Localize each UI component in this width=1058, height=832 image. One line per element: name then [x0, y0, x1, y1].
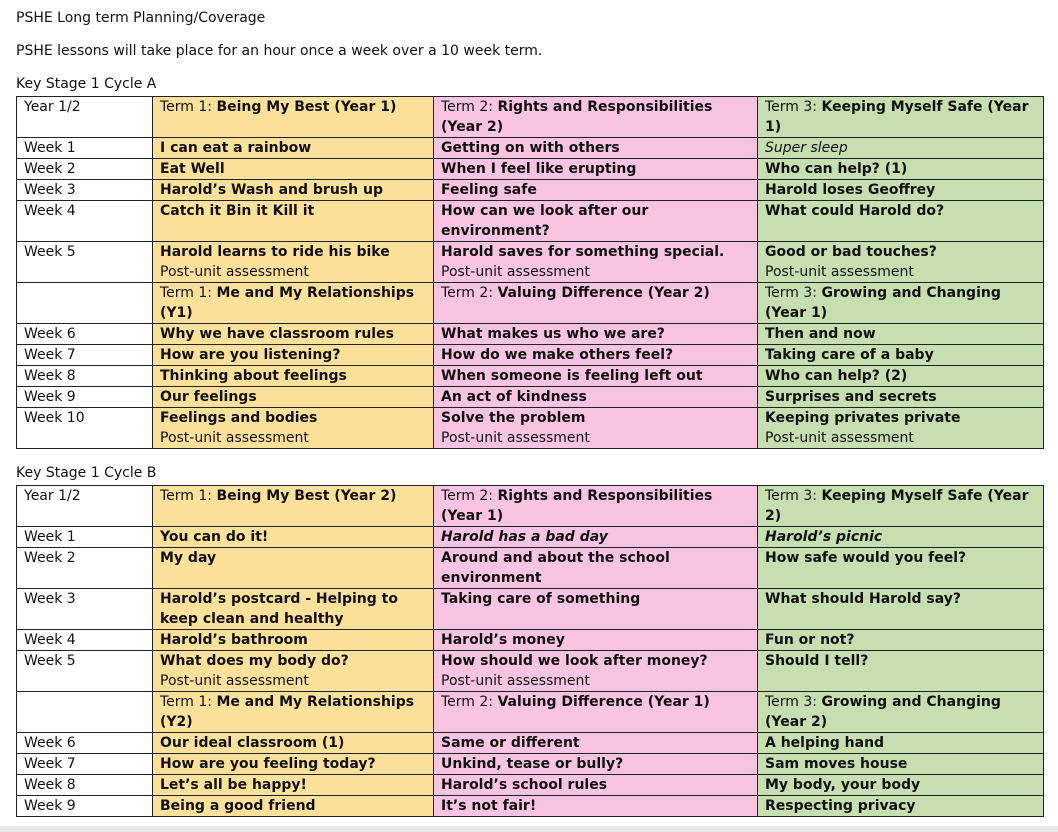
assessment-note: Post-unit assessment	[441, 673, 590, 689]
week-label: Week 7	[24, 347, 76, 363]
lesson-title: How are you listening?	[160, 347, 341, 363]
term-title: Growing and Changing (Year 1)	[765, 285, 1001, 321]
lesson-title: Around and about the school environment	[441, 550, 670, 586]
week-label: Week 4	[24, 203, 76, 219]
cycle-b-heading: Key Stage 1 Cycle B	[16, 465, 157, 481]
term-2-cell	[434, 754, 758, 775]
lesson-title: An act of kindness	[441, 389, 587, 405]
lesson-title: How should we look after money?	[441, 653, 708, 669]
lesson-title: Who can help? (1)	[765, 161, 908, 177]
lesson-title: Being a good friend	[160, 798, 316, 814]
term-2-cell	[434, 97, 758, 138]
term-prefix: Term 1:	[160, 488, 217, 504]
lesson-title: Keeping privates private	[765, 410, 961, 426]
lesson-title: How do we make others feel?	[441, 347, 674, 363]
lesson-title: What could Harold do?	[765, 203, 945, 219]
term-1-cell	[153, 159, 434, 180]
term-title: Keeping Myself Safe (Year 1)	[765, 99, 1029, 135]
lesson-title: Who can help? (2)	[765, 368, 908, 384]
lesson-title: Surprises and secrets	[765, 389, 937, 405]
lesson-title: It’s not fair!	[441, 798, 537, 814]
intro-text: PSHE lessons will take place for an hour once a week over a 10 week term.	[16, 43, 543, 59]
term-2-cell	[434, 408, 758, 449]
lesson-title: Same or different	[441, 735, 580, 751]
term-3-cell	[758, 589, 1044, 630]
term-1-cell	[153, 138, 434, 159]
term-1-cell	[153, 589, 434, 630]
assessment-note: Post-unit assessment	[160, 673, 309, 689]
term-3-cell	[758, 692, 1044, 733]
lesson-title: Taking care of something	[441, 591, 641, 607]
term-2-cell	[434, 366, 758, 387]
lesson-title: My body, your body	[765, 777, 921, 793]
lesson-title: Then and now	[765, 326, 876, 342]
week-row	[17, 366, 1044, 387]
lesson-title: Harold’s Wash and brush up	[160, 182, 383, 198]
lesson-title: Eat Well	[160, 161, 225, 177]
lesson-title: Harold saves for something special.	[441, 244, 725, 260]
lesson-title: Catch it Bin it Kill it	[160, 203, 315, 219]
term-1-cell	[153, 283, 434, 324]
term-header-row	[17, 97, 1044, 138]
term-1-cell	[153, 548, 434, 589]
term-3-cell	[758, 775, 1044, 796]
week-label: Week 3	[24, 591, 76, 607]
term-2-cell	[434, 345, 758, 366]
term-2-cell	[434, 138, 758, 159]
term-prefix: Term 2:	[441, 99, 498, 115]
week-label: Week 9	[24, 389, 76, 405]
term-2-cell	[434, 486, 758, 527]
week-label-cell	[17, 733, 153, 754]
week-label: Week 8	[24, 368, 76, 384]
document-title: PSHE Long term Planning/Coverage	[16, 10, 266, 26]
week-label: Week 3	[24, 182, 76, 198]
lesson-title: What should Harold say?	[765, 591, 961, 607]
term-title: Keeping Myself Safe (Year 2)	[765, 488, 1029, 524]
term-1-cell	[153, 754, 434, 775]
term-3-cell	[758, 242, 1044, 283]
week-row	[17, 138, 1044, 159]
term-prefix: Term 2:	[441, 694, 498, 710]
week-row	[17, 345, 1044, 366]
term-3-cell	[758, 180, 1044, 201]
lesson-title: What makes us who we are?	[441, 326, 665, 342]
lesson-title: How are you feeling today?	[160, 756, 376, 772]
term-1-cell	[153, 775, 434, 796]
term-prefix: Term 2:	[441, 285, 498, 301]
cycle-b-table	[16, 485, 1044, 817]
week-label: Week 9	[24, 798, 76, 814]
week-row	[17, 548, 1044, 589]
term-header-row	[17, 283, 1044, 324]
week-label-cell	[17, 589, 153, 630]
lesson-title: I can eat a rainbow	[160, 140, 312, 156]
week-label-cell	[17, 366, 153, 387]
week-label-cell	[17, 408, 153, 449]
week-label-cell	[17, 159, 153, 180]
term-2-cell	[434, 651, 758, 692]
lesson-title: When I feel like erupting	[441, 161, 637, 177]
week-row	[17, 180, 1044, 201]
term-1-cell	[153, 486, 434, 527]
term-prefix: Term 3:	[765, 488, 822, 504]
lesson-title: When someone is feeling left out	[441, 368, 703, 384]
term-1-cell	[153, 527, 434, 548]
lesson-title: Feelings and bodies	[160, 410, 318, 426]
week-label: Year 1/2	[24, 99, 81, 115]
week-label-cell	[17, 345, 153, 366]
cycle-a-table	[16, 96, 1044, 449]
week-label-cell	[17, 548, 153, 589]
term-2-cell	[434, 527, 758, 548]
term-1-cell	[153, 345, 434, 366]
cycle-a-heading: Key Stage 1 Cycle A	[16, 76, 157, 92]
lesson-title: Harold learns to ride his bike	[160, 244, 390, 260]
lesson-title: Why we have classroom rules	[160, 326, 394, 342]
term-prefix: Term 3:	[765, 694, 822, 710]
lesson-title: What does my body do?	[160, 653, 349, 669]
lesson-title: Feeling safe	[441, 182, 537, 198]
week-label: Week 10	[24, 410, 85, 426]
term-2-cell	[434, 242, 758, 283]
term-title: Rights and Responsibilities (Year 1)	[441, 488, 713, 524]
term-title: Valuing Difference (Year 2)	[497, 285, 710, 301]
term-1-cell	[153, 97, 434, 138]
week-row	[17, 754, 1044, 775]
term-title: Being My Best (Year 2)	[216, 488, 397, 504]
term-prefix: Term 3:	[765, 285, 822, 301]
week-label: Week 4	[24, 632, 76, 648]
term-prefix: Term 2:	[441, 488, 498, 504]
lesson-title: Respecting privacy	[765, 798, 916, 814]
week-row	[17, 527, 1044, 548]
week-label-cell	[17, 486, 153, 527]
term-3-cell	[758, 97, 1044, 138]
lesson-title: A helping hand	[765, 735, 885, 751]
week-label-cell	[17, 775, 153, 796]
week-label-cell	[17, 387, 153, 408]
week-label-cell	[17, 97, 153, 138]
week-label-cell	[17, 138, 153, 159]
week-label: Week 5	[24, 653, 76, 669]
term-3-cell	[758, 366, 1044, 387]
term-2-cell	[434, 201, 758, 242]
week-label: Week 1	[24, 529, 76, 545]
term-3-cell	[758, 486, 1044, 527]
term-3-cell	[758, 387, 1044, 408]
term-header-row	[17, 486, 1044, 527]
term-1-cell	[153, 796, 434, 817]
week-row	[17, 324, 1044, 345]
week-row	[17, 589, 1044, 630]
term-2-cell	[434, 733, 758, 754]
week-label: Week 2	[24, 161, 76, 177]
week-row	[17, 387, 1044, 408]
lesson-title: Super sleep	[765, 140, 848, 156]
lesson-title: Harold has a bad day	[441, 529, 608, 545]
week-label-cell	[17, 527, 153, 548]
term-2-cell	[434, 692, 758, 733]
lesson-title: Harold loses Geoffrey	[765, 182, 936, 198]
week-row	[17, 630, 1044, 651]
lesson-title: Our ideal classroom (1)	[160, 735, 345, 751]
term-1-cell	[153, 180, 434, 201]
assessment-note: Post-unit assessment	[765, 430, 914, 446]
term-title: Me and My Relationships (Y2)	[160, 694, 415, 730]
term-title: Me and My Relationships (Y1)	[160, 285, 415, 321]
lesson-title: Should I tell?	[765, 653, 869, 669]
lesson-title: How can we look after our environment?	[441, 203, 649, 239]
week-row	[17, 242, 1044, 283]
lesson-title: My day	[160, 550, 217, 566]
term-3-cell	[758, 138, 1044, 159]
week-label: Week 8	[24, 777, 76, 793]
term-3-cell	[758, 754, 1044, 775]
term-2-cell	[434, 283, 758, 324]
week-label-cell	[17, 630, 153, 651]
term-3-cell	[758, 651, 1044, 692]
term-1-cell	[153, 201, 434, 242]
lesson-title: Harold’s school rules	[441, 777, 608, 793]
term-prefix: Term 1:	[160, 694, 217, 710]
lesson-title: Harold’s postcard - Helping to keep clean and healthy	[160, 591, 398, 627]
lesson-title: Harold’s money	[441, 632, 565, 648]
assessment-note: Post-unit assessment	[441, 430, 590, 446]
term-3-cell	[758, 527, 1044, 548]
term-2-cell	[434, 548, 758, 589]
term-1-cell	[153, 387, 434, 408]
term-1-cell	[153, 242, 434, 283]
lesson-title: Good or bad touches?	[765, 244, 937, 260]
week-label: Week 7	[24, 756, 76, 772]
term-title: Being My Best (Year 1)	[216, 99, 397, 115]
week-label: Week 6	[24, 326, 76, 342]
term-2-cell	[434, 630, 758, 651]
term-2-cell	[434, 589, 758, 630]
lesson-title: Our feelings	[160, 389, 257, 405]
lesson-title: Sam moves house	[765, 756, 908, 772]
week-label-cell	[17, 180, 153, 201]
lesson-title: How safe would you feel?	[765, 550, 967, 566]
week-row	[17, 651, 1044, 692]
week-row	[17, 408, 1044, 449]
term-1-cell	[153, 366, 434, 387]
week-label-cell	[17, 283, 153, 324]
week-label-cell	[17, 754, 153, 775]
assessment-note: Post-unit assessment	[160, 430, 309, 446]
week-label-cell	[17, 692, 153, 733]
lesson-title: Unkind, tease or bully?	[441, 756, 624, 772]
week-label-cell	[17, 651, 153, 692]
term-3-cell	[758, 345, 1044, 366]
term-3-cell	[758, 283, 1044, 324]
term-3-cell	[758, 796, 1044, 817]
term-2-cell	[434, 796, 758, 817]
term-title: Valuing Difference (Year 1)	[497, 694, 710, 710]
lesson-title: Thinking about feelings	[160, 368, 347, 384]
term-2-cell	[434, 775, 758, 796]
lesson-title: Taking care of a baby	[765, 347, 934, 363]
week-row	[17, 796, 1044, 817]
term-2-cell	[434, 324, 758, 345]
page-bottom-edge	[0, 826, 1058, 832]
term-2-cell	[434, 180, 758, 201]
lesson-title: Getting on with others	[441, 140, 620, 156]
week-row	[17, 201, 1044, 242]
term-3-cell	[758, 630, 1044, 651]
assessment-note: Post-unit assessment	[441, 264, 590, 280]
assessment-note: Post-unit assessment	[765, 264, 914, 280]
term-title: Growing and Changing (Year 2)	[765, 694, 1001, 730]
term-1-cell	[153, 630, 434, 651]
term-prefix: Term 1:	[160, 99, 217, 115]
week-label-cell	[17, 796, 153, 817]
term-2-cell	[434, 387, 758, 408]
term-header-row	[17, 692, 1044, 733]
term-3-cell	[758, 159, 1044, 180]
week-label: Week 2	[24, 550, 76, 566]
term-title: Rights and Responsibilities (Year 2)	[441, 99, 713, 135]
week-label: Week 1	[24, 140, 76, 156]
week-label: Week 6	[24, 735, 76, 751]
week-label: Week 5	[24, 244, 76, 260]
assessment-note: Post-unit assessment	[160, 264, 309, 280]
lesson-title: Solve the problem	[441, 410, 586, 426]
week-row	[17, 775, 1044, 796]
term-3-cell	[758, 408, 1044, 449]
term-2-cell	[434, 159, 758, 180]
lesson-title: Harold’s bathroom	[160, 632, 308, 648]
term-1-cell	[153, 408, 434, 449]
lesson-title: You can do it!	[160, 529, 269, 545]
lesson-title: Let’s all be happy!	[160, 777, 307, 793]
term-1-cell	[153, 733, 434, 754]
week-row	[17, 733, 1044, 754]
term-prefix: Term 3:	[765, 99, 822, 115]
term-prefix: Term 1:	[160, 285, 217, 301]
term-3-cell	[758, 324, 1044, 345]
term-3-cell	[758, 733, 1044, 754]
week-label-cell	[17, 201, 153, 242]
week-row	[17, 159, 1044, 180]
term-1-cell	[153, 324, 434, 345]
term-1-cell	[153, 692, 434, 733]
term-3-cell	[758, 548, 1044, 589]
week-label: Year 1/2	[24, 488, 81, 504]
week-label-cell	[17, 324, 153, 345]
term-3-cell	[758, 201, 1044, 242]
lesson-title: Harold’s picnic	[765, 529, 883, 545]
week-label-cell	[17, 242, 153, 283]
lesson-title: Fun or not?	[765, 632, 855, 648]
term-1-cell	[153, 651, 434, 692]
